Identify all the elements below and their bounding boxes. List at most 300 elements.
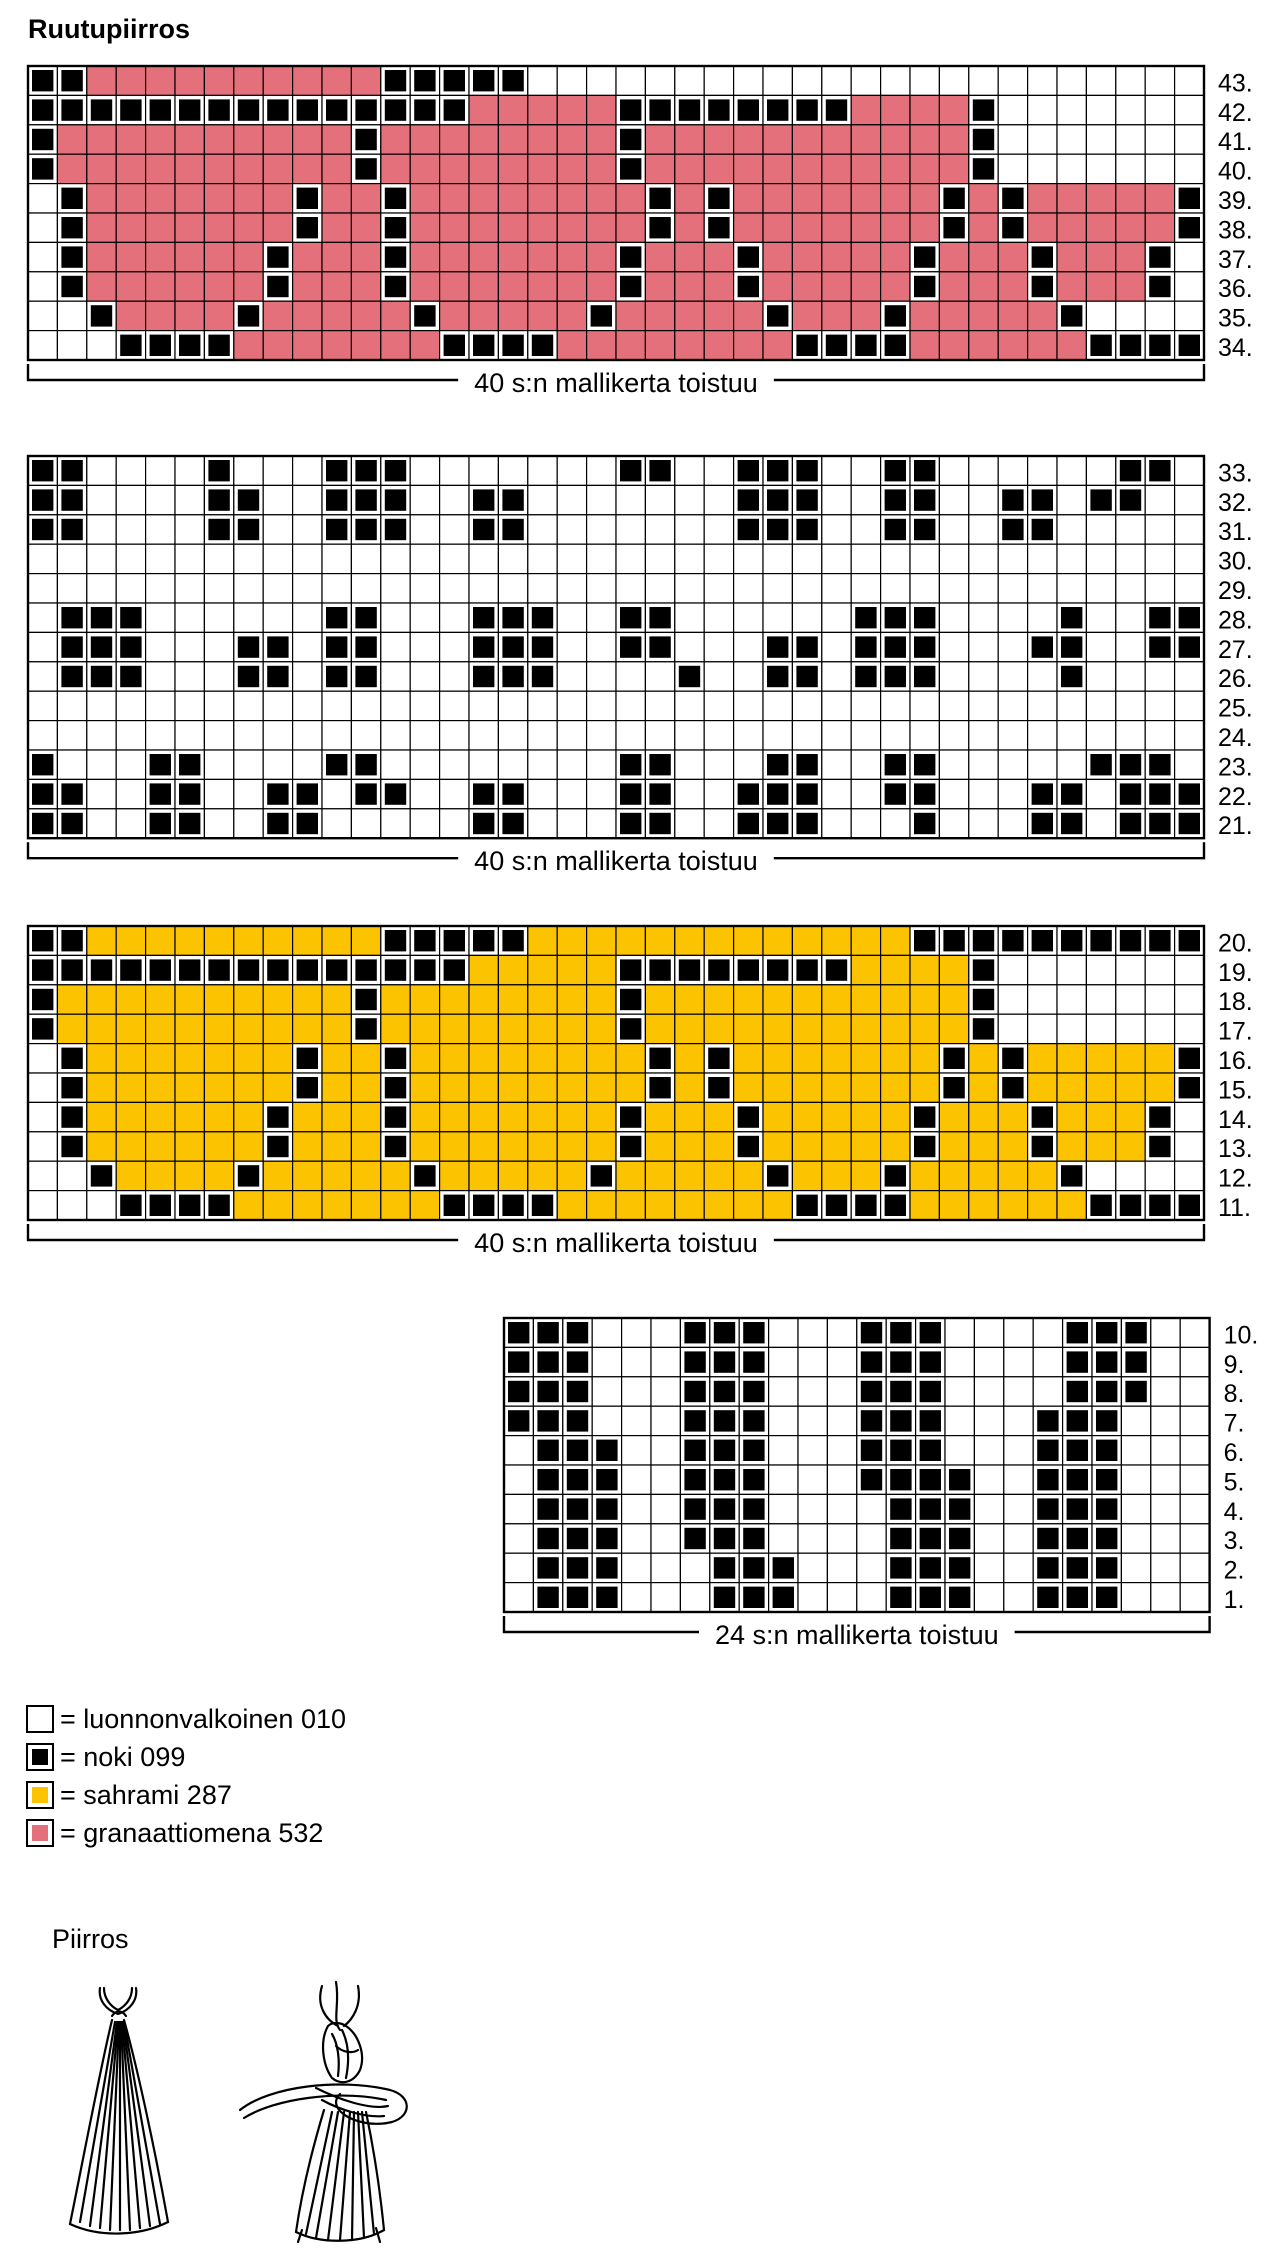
grid-cell — [175, 1044, 204, 1073]
grid-cell — [1116, 544, 1145, 573]
grid-cell — [528, 125, 557, 154]
grid-cell — [616, 691, 645, 720]
grid-cell — [587, 485, 616, 514]
stitch-mark-black — [773, 1587, 794, 1608]
stitch-mark-black — [920, 1351, 941, 1372]
stitch-mark-black — [914, 666, 935, 687]
stitch-mark-black — [414, 1165, 435, 1186]
grid-cell — [592, 1406, 621, 1435]
stitch-mark-black — [532, 1195, 553, 1216]
grid-cell — [504, 1465, 533, 1494]
grid-cell — [1086, 603, 1115, 632]
grid-cell — [469, 154, 498, 183]
stitch-mark-black — [61, 1077, 82, 1098]
grid-cell — [881, 985, 910, 1014]
stitch-mark-black — [32, 989, 53, 1010]
grid-cell — [1004, 1347, 1033, 1376]
grid-cell — [263, 184, 292, 213]
stitch-mark-black — [796, 666, 817, 687]
grid-cell — [322, 331, 351, 360]
stitch-mark-black — [1061, 305, 1082, 326]
stitch-mark-black — [385, 460, 406, 481]
stitch-mark-black — [738, 489, 759, 510]
grid-cell — [1004, 1583, 1033, 1612]
grid-cell — [498, 544, 527, 573]
stitch-mark-black — [1149, 460, 1170, 481]
grid-cell — [939, 750, 968, 779]
grid-cell — [645, 515, 674, 544]
stitch-mark-black — [714, 1557, 735, 1578]
grid-cell — [822, 779, 851, 808]
stitch-mark-black — [620, 959, 641, 980]
stitch-mark-black — [708, 1048, 729, 1069]
stitch-mark-black — [738, 460, 759, 481]
grid-cell — [851, 213, 880, 242]
page-title: Ruutupiirros — [28, 14, 190, 44]
stitch-mark-black — [414, 305, 435, 326]
grid-cell — [557, 1044, 586, 1073]
grid-cell — [528, 184, 557, 213]
grid-cell — [939, 485, 968, 514]
grid-cell — [204, 125, 233, 154]
grid-cell — [146, 456, 175, 485]
grid-cell — [146, 985, 175, 1014]
grid-cell — [1028, 95, 1057, 124]
stitch-mark-black — [61, 519, 82, 540]
grid-cell — [998, 809, 1027, 838]
grid-cell — [469, 750, 498, 779]
grid-cell — [1033, 1377, 1062, 1406]
grid-cell — [322, 184, 351, 213]
stitch-mark-black — [738, 1106, 759, 1127]
tassel-drawing — [40, 1960, 460, 2260]
stitch-mark-black — [649, 783, 670, 804]
row-number: 1. — [1223, 1586, 1245, 1614]
grid-cell — [998, 154, 1027, 183]
stitch-mark-black — [355, 129, 376, 150]
stitch-mark-black — [61, 489, 82, 510]
grid-cell — [763, 272, 792, 301]
grid-cell — [939, 721, 968, 750]
grid-cell — [87, 1073, 116, 1102]
grid-cell — [1057, 456, 1086, 485]
grid-cell — [263, 331, 292, 360]
stitch-mark-black — [1037, 1557, 1058, 1578]
grid-cell — [557, 1191, 586, 1220]
grid-cell — [734, 721, 763, 750]
grid-cell — [116, 242, 145, 271]
grid-cell — [704, 750, 733, 779]
grid-cell — [410, 331, 439, 360]
stitch-mark-black — [238, 636, 259, 657]
grid-cell — [146, 1161, 175, 1190]
grid-cell — [651, 1318, 680, 1347]
grid-cell — [1057, 1102, 1086, 1131]
grid-cell — [557, 485, 586, 514]
grid-cell — [945, 1347, 974, 1376]
grid-cell — [57, 301, 86, 330]
chart-rows-1-10 — [504, 1318, 1270, 1674]
grid-cell — [1116, 272, 1145, 301]
grid-cell — [769, 1494, 798, 1523]
chart-rows-21-33-grid — [28, 456, 1264, 900]
grid-cell — [910, 331, 939, 360]
grid-cell — [1180, 1553, 1209, 1582]
legend-label: = noki 099 — [60, 1741, 186, 1772]
stitch-mark-black — [120, 959, 141, 980]
grid-cell — [175, 301, 204, 330]
grid-cell — [410, 1044, 439, 1073]
grid-cell — [645, 574, 674, 603]
grid-cell — [175, 926, 204, 955]
grid-cell — [851, 242, 880, 271]
stitch-mark-black — [1149, 636, 1170, 657]
grid-cell — [1116, 515, 1145, 544]
stitch-mark-black — [1120, 813, 1141, 834]
stitch-mark-black — [1002, 519, 1023, 540]
stitch-mark-black — [620, 754, 641, 775]
grid-cell — [763, 985, 792, 1014]
stitch-mark-black — [1149, 930, 1170, 951]
grid-cell — [822, 574, 851, 603]
grid-cell — [175, 1161, 204, 1190]
grid-cell — [440, 184, 469, 213]
stitch-mark-black — [920, 1322, 941, 1343]
stitch-mark-black — [1067, 1587, 1088, 1608]
grid-cell — [1086, 272, 1115, 301]
stitch-mark-black — [649, 959, 670, 980]
grid-cell — [410, 485, 439, 514]
stitch-mark-black — [1149, 813, 1170, 834]
grid-cell — [1175, 66, 1204, 95]
grid-cell — [146, 213, 175, 242]
grid-cell — [910, 1073, 939, 1102]
grid-cell — [822, 154, 851, 183]
row-number: 7. — [1223, 1409, 1245, 1438]
grid-cell — [763, 1102, 792, 1131]
grid-cell — [57, 544, 86, 573]
stitch-mark-black — [179, 335, 200, 356]
stitch-mark-black — [61, 217, 82, 238]
grid-cell — [1175, 154, 1204, 183]
grid-cell — [645, 485, 674, 514]
grid-cell — [204, 985, 233, 1014]
grid-cell — [28, 691, 57, 720]
grid-cell — [587, 721, 616, 750]
grid-cell — [116, 750, 145, 779]
grid-cell — [798, 1406, 827, 1435]
stitch-mark-black — [767, 460, 788, 481]
swatch-black — [26, 1743, 54, 1771]
stitch-mark-black — [508, 1322, 529, 1343]
grid-cell — [381, 125, 410, 154]
grid-cell — [587, 154, 616, 183]
grid-cell — [998, 1191, 1027, 1220]
stitch-mark-black — [502, 813, 523, 834]
stitch-mark-black — [32, 460, 53, 481]
grid-cell — [675, 1044, 704, 1073]
grid-cell — [175, 515, 204, 544]
grid-cell — [440, 662, 469, 691]
stitch-mark-black — [1067, 1381, 1088, 1402]
grid-cell — [822, 485, 851, 514]
grid-cell — [734, 691, 763, 720]
grid-cell — [1028, 213, 1057, 242]
grid-cell — [28, 242, 57, 271]
stitch-mark-black — [1179, 1195, 1200, 1216]
stitch-mark-black — [385, 276, 406, 297]
grid-cell — [440, 603, 469, 632]
grid-cell — [440, 1102, 469, 1131]
stitch-mark-black — [714, 1528, 735, 1549]
grid-cell — [410, 662, 439, 691]
stitch-mark-black — [679, 99, 700, 120]
grid-cell — [322, 985, 351, 1014]
stitch-mark-black — [1149, 1136, 1170, 1157]
grid-cell — [881, 95, 910, 124]
grid-cell — [734, 926, 763, 955]
grid-cell — [469, 955, 498, 984]
grid-cell — [1175, 1132, 1204, 1161]
stitch-mark-black — [537, 1528, 558, 1549]
stitch-mark-black — [684, 1410, 705, 1431]
grid-cell — [146, 632, 175, 661]
stitch-mark-black — [1090, 1195, 1111, 1216]
stitch-mark-black — [973, 129, 994, 150]
grid-cell — [293, 632, 322, 661]
stitch-mark-black — [1067, 1498, 1088, 1519]
grid-cell — [939, 809, 968, 838]
grid-cell — [616, 926, 645, 955]
stitch-mark-black — [738, 1136, 759, 1157]
stitch-mark-black — [914, 607, 935, 628]
grid-cell — [498, 184, 527, 213]
grid-cell — [592, 1377, 621, 1406]
grid-cell — [587, 544, 616, 573]
grid-cell — [763, 574, 792, 603]
grid-cell — [704, 515, 733, 544]
grid-cell — [116, 544, 145, 573]
grid-cell — [175, 1014, 204, 1043]
grid-cell — [1175, 1102, 1204, 1131]
grid-cell — [998, 985, 1027, 1014]
repeat-label: 24 s:n mallikerta toistuu — [714, 1620, 999, 1650]
stitch-mark-black — [708, 99, 729, 120]
grid-cell — [969, 1073, 998, 1102]
stitch-mark-black — [1067, 1528, 1088, 1549]
grid-cell — [410, 985, 439, 1014]
grid-cell — [734, 632, 763, 661]
stitch-mark-black — [355, 666, 376, 687]
row-number: 38. — [1218, 216, 1253, 245]
grid-cell — [381, 691, 410, 720]
grid-cell — [645, 331, 674, 360]
grid-cell — [969, 456, 998, 485]
grid-cell — [1004, 1406, 1033, 1435]
stitch-mark-black — [61, 666, 82, 687]
grid-cell — [146, 515, 175, 544]
stitch-mark-black — [767, 754, 788, 775]
stitch-mark-black — [1067, 1322, 1088, 1343]
grid-cell — [469, 544, 498, 573]
stitch-mark-black — [1037, 1528, 1058, 1549]
stitch-mark-black — [567, 1528, 588, 1549]
grid-cell — [498, 95, 527, 124]
grid-cell — [998, 242, 1027, 271]
grid-cell — [1086, 955, 1115, 984]
grid-cell — [263, 926, 292, 955]
stitch-mark-black — [943, 1077, 964, 1098]
grid-cell — [204, 691, 233, 720]
stitch-mark-black — [714, 1410, 735, 1431]
grid-cell — [1145, 691, 1174, 720]
grid-cell — [1116, 184, 1145, 213]
stitch-mark-black — [826, 959, 847, 980]
grid-cell — [680, 1553, 709, 1582]
stitch-mark-black — [620, 1136, 641, 1157]
stitch-mark-black — [796, 460, 817, 481]
grid-cell — [1004, 1494, 1033, 1523]
grid-cell — [234, 809, 263, 838]
grid-cell — [351, 184, 380, 213]
stitch-mark-black — [914, 1106, 935, 1127]
stitch-mark-black — [1179, 783, 1200, 804]
grid-cell — [881, 691, 910, 720]
stitch-mark-black — [679, 959, 700, 980]
grid-cell — [234, 1014, 263, 1043]
grid-cell — [263, 750, 292, 779]
grid-cell — [881, 721, 910, 750]
row-number: 24. — [1218, 724, 1253, 752]
stitch-mark-black — [1125, 1322, 1146, 1343]
stitch-mark-black — [1179, 1077, 1200, 1098]
grid-cell — [910, 544, 939, 573]
grid-cell — [587, 779, 616, 808]
stitch-mark-black — [414, 959, 435, 980]
grid-cell — [587, 1132, 616, 1161]
stitch-mark-black — [502, 1195, 523, 1216]
grid-cell — [1028, 154, 1057, 183]
grid-cell — [798, 1318, 827, 1347]
grid-cell — [440, 691, 469, 720]
stitch-mark-black — [385, 1106, 406, 1127]
grid-cell — [410, 1132, 439, 1161]
stitch-mark-black — [684, 1440, 705, 1461]
grid-cell — [792, 1014, 821, 1043]
grid-cell — [263, 721, 292, 750]
grid-cell — [1116, 125, 1145, 154]
grid-cell — [381, 154, 410, 183]
grid-cell — [175, 1102, 204, 1131]
grid-cell — [851, 750, 880, 779]
grid-cell — [87, 779, 116, 808]
grid-cell — [881, 184, 910, 213]
grid-cell — [469, 213, 498, 242]
row-number: 15. — [1218, 1076, 1253, 1105]
grid-cell — [769, 1436, 798, 1465]
grid-cell — [410, 632, 439, 661]
grid-cell — [1151, 1347, 1180, 1376]
grid-cell — [881, 213, 910, 242]
stitch-mark-black — [949, 1557, 970, 1578]
stitch-mark-black — [861, 1440, 882, 1461]
grid-cell — [1116, 632, 1145, 661]
stitch-mark-black — [267, 813, 288, 834]
grid-cell — [175, 125, 204, 154]
grid-cell — [645, 154, 674, 183]
grid-cell — [792, 272, 821, 301]
row-number: 39. — [1218, 187, 1253, 215]
stitch-mark-black — [1096, 1381, 1117, 1402]
grid-cell — [939, 66, 968, 95]
grid-cell — [704, 632, 733, 661]
grid-cell — [234, 985, 263, 1014]
stitch-mark-black — [297, 959, 318, 980]
grid-cell — [910, 1191, 939, 1220]
grid-cell — [939, 544, 968, 573]
grid-cell — [1028, 544, 1057, 573]
grid-cell — [116, 574, 145, 603]
grid-cell — [974, 1465, 1003, 1494]
grid-cell — [998, 125, 1027, 154]
grid-cell — [881, 1044, 910, 1073]
stitch-mark-black — [326, 754, 347, 775]
stitch-mark-black — [767, 1165, 788, 1186]
grid-cell — [1151, 1524, 1180, 1553]
grid-cell — [651, 1406, 680, 1435]
stitch-mark-black — [767, 305, 788, 326]
grid-cell — [1057, 750, 1086, 779]
grid-cell — [28, 213, 57, 242]
grid-cell — [1145, 1044, 1174, 1073]
grid-cell — [87, 66, 116, 95]
grid-cell — [675, 779, 704, 808]
grid-cell — [998, 632, 1027, 661]
grid-cell — [234, 154, 263, 183]
grid-cell — [498, 955, 527, 984]
grid-cell — [146, 242, 175, 271]
grid-cell — [1086, 213, 1115, 242]
grid-cell — [587, 691, 616, 720]
grid-cell — [234, 125, 263, 154]
grid-cell — [1175, 544, 1204, 573]
grid-cell — [263, 1073, 292, 1102]
grid-cell — [822, 456, 851, 485]
grid-cell — [498, 1102, 527, 1131]
grid-cell — [763, 125, 792, 154]
grid-cell — [645, 926, 674, 955]
grid-cell — [969, 213, 998, 242]
grid-cell — [87, 809, 116, 838]
chart-rows-1-10-grid — [504, 1318, 1270, 1674]
grid-cell — [557, 926, 586, 955]
stitch-mark-black — [1067, 1410, 1088, 1431]
stitch-mark-black — [1149, 1195, 1170, 1216]
grid-cell — [704, 1102, 733, 1131]
grid-cell — [675, 691, 704, 720]
grid-cell — [910, 985, 939, 1014]
stitch-mark-black — [1179, 636, 1200, 657]
grid-cell — [587, 66, 616, 95]
grid-cell — [763, 1044, 792, 1073]
grid-cell — [998, 603, 1027, 632]
stitch-mark-black — [920, 1587, 941, 1608]
grid-cell — [498, 1132, 527, 1161]
row-number: 43. — [1218, 69, 1253, 98]
grid-cell — [969, 632, 998, 661]
grid-cell — [769, 1347, 798, 1376]
stitch-mark-black — [355, 607, 376, 628]
